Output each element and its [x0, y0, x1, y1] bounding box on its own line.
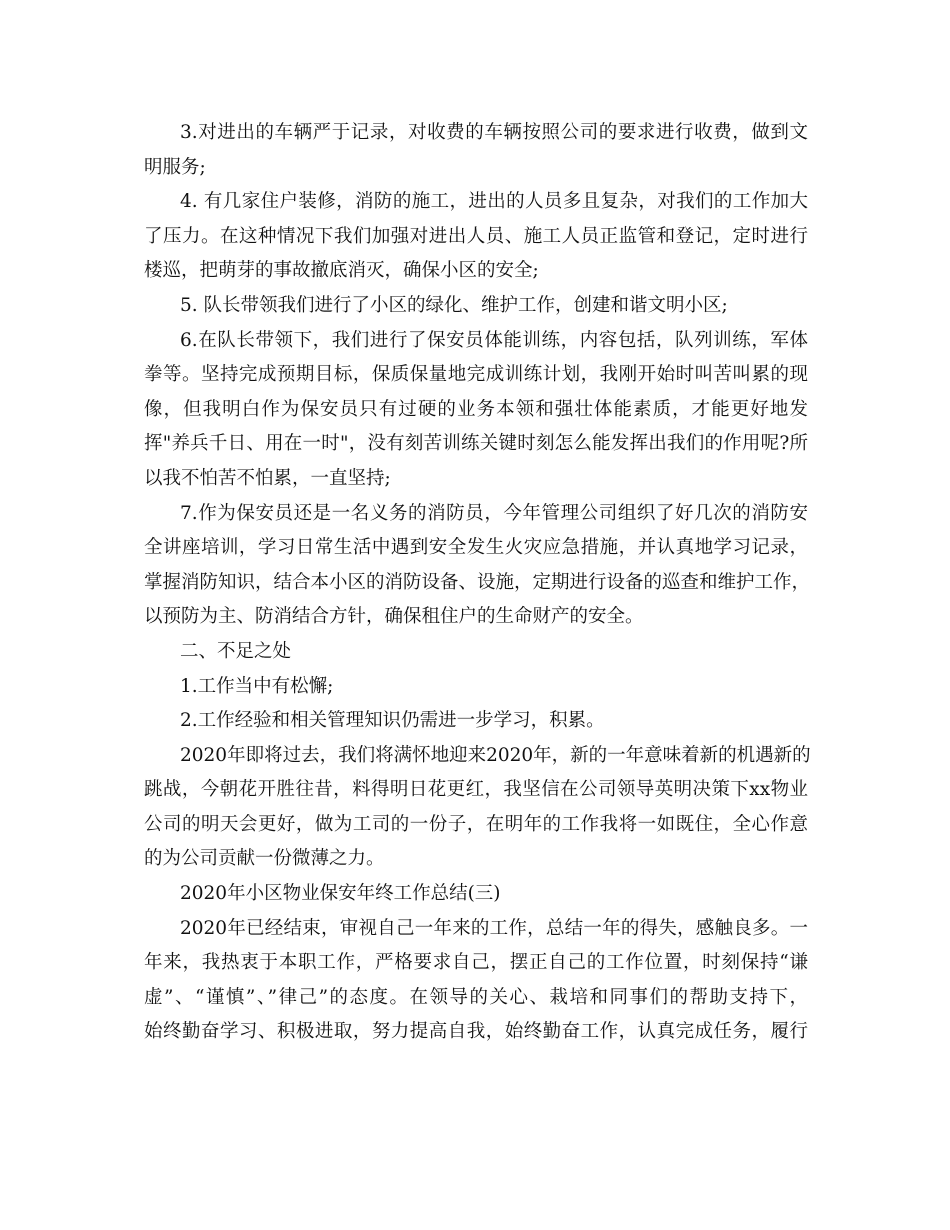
text-line: 6.在队长带领下，我们进行了保安员体能训练，内容包括，队列训练，军体	[180, 329, 808, 351]
text-line: 二、不足之处	[180, 640, 292, 662]
text-line: 掌握消防知识，结合本小区的消防设备、设施，定期进行设备的巡查和维护工作，	[144, 571, 811, 593]
text-line: 2020年小区物业保安年终工作总结(三)	[180, 883, 501, 905]
text-line: 了压力。在这种情况下我们加强对进出人员、施工人员正监管和登记，定时进行	[144, 225, 808, 247]
text-line: 1.工作当中有松懈;	[180, 675, 334, 697]
text-line: 5. 队长带领我们进行了小区的绿化、维护工作，创建和谐文明小区;	[180, 294, 728, 316]
paragraph	[144, 739, 811, 877]
text-line: 年来，我热衷于本职工作，严格要求自己，摆正自己的工作位置，时刻保持“谦	[144, 952, 808, 974]
text-line: 2.工作经验和相关管理知识仍需进一步学习，积累。	[180, 710, 605, 732]
text-line: 挥"养兵千日、用在一时"，没有刻苦训练关键时刻怎么能发挥出我们的作用呢?所	[144, 433, 808, 455]
text-line: 3.对进出的车辆严于记录，对收费的车辆按照公司的要求进行收费，做到文	[180, 122, 808, 143]
text-line: 公司的明天会更好，做为工司的一份子，在明年的工作我将一如既住，全心作意	[144, 813, 808, 835]
text-line: 的为公司贡献一份微薄之力。	[144, 848, 385, 870]
paragraph	[144, 877, 808, 912]
text-line: 虚”、“谨慎”、”律己”的态度。在领导的关心、栽培和同事们的帮助支持下，	[144, 986, 808, 1008]
text-line: 以我不怕苦不怕累，一直坚持;	[144, 467, 391, 489]
text-line: 跳战，今朝花开胜往昔，料得明日花更红，我坚信在公司领导英明决策下xx物业	[144, 779, 808, 801]
text-line: 以预防为主、防消结合方针，确保租住户的生命财产的安全。	[144, 606, 644, 628]
paragraph	[144, 116, 808, 185]
paragraph	[144, 289, 808, 324]
text-line: 始终勤奋学习、积极进取，努力提高自我，始终勤奋工作，认真完成任务，履行	[144, 1021, 808, 1043]
text-line: 2020年即将过去，我们将满怀地迎来2020年，新的一年意味着新的机遇新的	[180, 744, 811, 766]
paragraph	[144, 185, 808, 289]
text-line: 拳等。坚持完成预期目标，保质保量地完成训练计划，我刚开始时叫苦叫累的现	[144, 364, 808, 386]
paragraph	[144, 912, 808, 1050]
paragraph	[144, 635, 808, 670]
text-line: 7.作为保安员还是一名义务的消防员，今年管理公司组织了好几次的消防安	[180, 502, 808, 524]
paragraph	[144, 497, 811, 635]
text-line: 4. 有几家住户装修，消防的施工，进出的人员多且复杂，对我们的工作加大	[180, 191, 808, 213]
paragraph	[144, 704, 808, 739]
text-line: 明服务;	[144, 156, 206, 178]
text-line: 2020年已经结束，审视自己一年来的工作，总结一年的得失，感触良多。一	[180, 917, 808, 939]
text-line: 全讲座培训，学习日常生活中遇到安全发生火灾应急措施，并认真地学习记录，	[144, 537, 808, 559]
paragraph	[144, 324, 808, 497]
text-line: 楼巡，把萌芽的事故撤底消灭，确保小区的安全;	[144, 260, 539, 282]
text-line: 像，但我明白作为保安员只有过硬的业务本领和强壮体能素质，才能更好地发	[144, 398, 808, 420]
document-body	[144, 116, 811, 1050]
paragraph	[144, 670, 808, 705]
